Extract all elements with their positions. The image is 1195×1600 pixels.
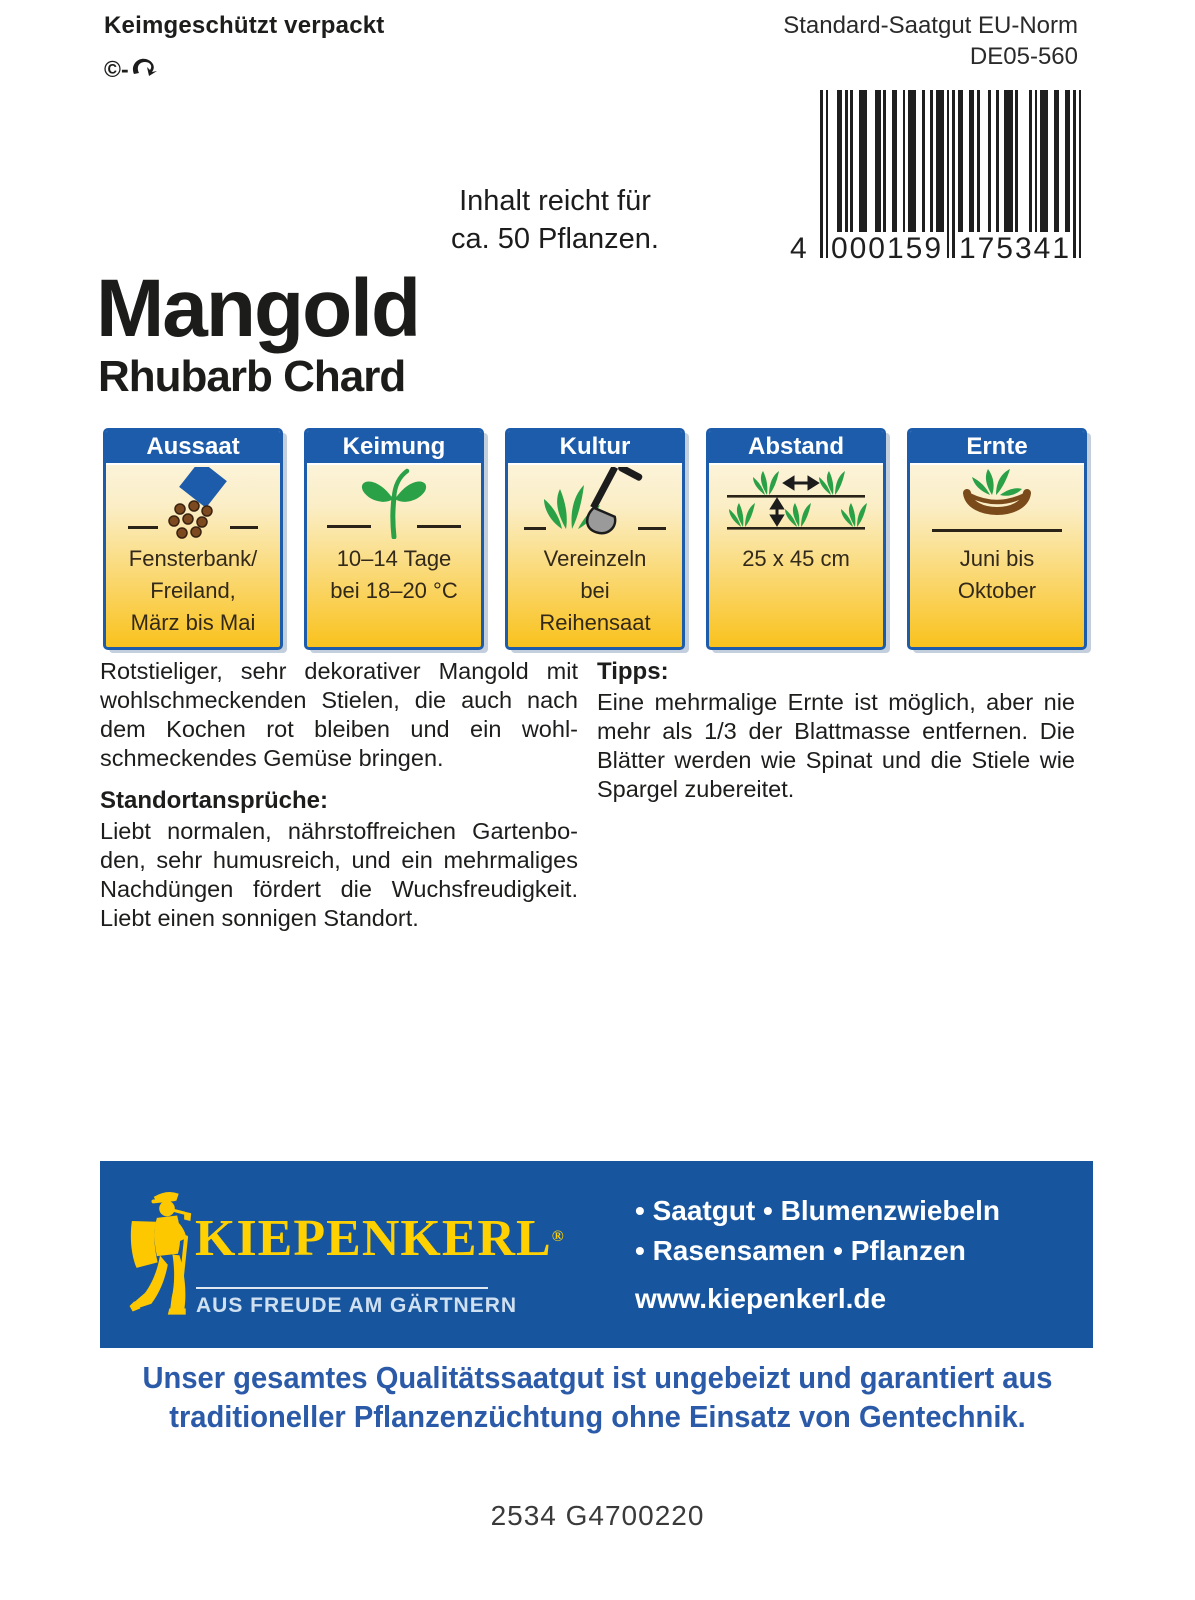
content-note [390, 182, 720, 258]
barcode-digits [790, 230, 1082, 266]
harvest-bowl-icon [910, 467, 1084, 539]
norm-line2: DE05-560 [969, 43, 1078, 70]
info-box-text-line: bei [580, 578, 610, 603]
info-box-ernte [907, 428, 1087, 650]
info-box-label: Keimung [307, 431, 481, 465]
barcode [790, 90, 1082, 266]
info-box-text-line: Reihensaat [539, 610, 651, 635]
description-paragraph: Rotstieliger, sehr dekorativer Mangold mit wohlschmeckenden Stielen, die auch nach dem Kochen rot bleiben und ein wohlschmeckendes Gemüse bringen. [100, 658, 578, 771]
info-box-text-line: Fensterbank/ [128, 546, 258, 571]
brand-url: www.kiepenkerl.de [635, 1283, 887, 1314]
description-column-left [100, 657, 578, 933]
info-box-text-line: 10–14 Tage [336, 546, 452, 571]
product-categories [635, 1191, 1000, 1271]
barcode-group2: 175341 [958, 232, 1072, 265]
info-box-text-line: Freiland, [150, 578, 236, 603]
content-note-line2: ca. 50 Pflanzen. [451, 223, 659, 255]
description-column-right [597, 657, 1075, 804]
info-box-text-line: Vereinzeln [543, 546, 647, 571]
seedling-icon [307, 467, 481, 539]
registered-mark: ® [551, 1228, 565, 1245]
info-box-text-line: Oktober [957, 578, 1037, 603]
norm-line1: Standard-Saatgut EU-Norm [783, 12, 1078, 39]
spacing-plants-icon [709, 467, 883, 539]
product-categories-line1: • Saatgut • Blumenzwiebeln [635, 1195, 1000, 1226]
info-box-text-line: 25 x 45 cm [742, 546, 850, 571]
barcode-group1: 000159 [830, 232, 944, 265]
info-box-row [103, 428, 1087, 650]
info-box-label: Ernte [910, 431, 1084, 465]
seed-sowing-icon [106, 467, 280, 539]
brand-tagline: AUS FREUDE AM GÄRTNERN [196, 1294, 518, 1317]
quality-slogan-line1: Unser gesamtes Qualitätssaatgut ist ungebeizt und garantiert aus [142, 1360, 1053, 1395]
info-box-kultur [505, 428, 685, 650]
info-box-abstand [706, 428, 886, 650]
info-box-text-line: Juni bis [959, 546, 1035, 571]
tips-heading: Tipps: [597, 658, 669, 685]
brand-divider [196, 1287, 488, 1289]
recycle-mark [104, 54, 385, 84]
site-requirements-heading: Standortansprüche: [100, 787, 329, 814]
brand-band [100, 1161, 1093, 1348]
tips-paragraph: Eine mehrmalige Ernte ist möglich, aber nie mehr als 1/3 der Blattmasse entfernen. Die Blätter werden wie Spinat und die Stiele wie Spargel zubereitet. [597, 689, 1075, 802]
info-box-keimung [304, 428, 484, 650]
info-box-label: Aussaat [106, 431, 280, 465]
content-note-line1: Inhalt reicht für [459, 185, 651, 217]
norm-block [783, 10, 1078, 72]
copyright-dash-text: ©- [104, 55, 129, 82]
top-left-block [104, 12, 385, 84]
info-box-text-line: bei 18–20 °C [330, 578, 458, 603]
quality-slogan [36, 1358, 1159, 1436]
plant-shovel-icon [508, 467, 682, 539]
info-box-label: Kultur [508, 431, 682, 465]
info-box-text-line: März bis Mai [130, 610, 256, 635]
brand-wordmark: KIEPENKERL® [195, 1210, 565, 1267]
info-box-aussaat [103, 428, 283, 650]
site-requirements-paragraph: Liebt normalen, nährstoffreichen Gartenboden, sehr humusreich, und ein mehrmaliges Nachdüngen fördert die Wuchsfreudigkeit. Liebt einen sonnigen Standort. [100, 818, 578, 931]
recycle-loop-icon [131, 54, 161, 84]
product-categories-line2: • Rasensamen • Pflanzen [635, 1235, 966, 1266]
protected-note: Keimgeschützt verpackt [104, 12, 385, 39]
barcode-lead-digit: 4 [790, 232, 807, 265]
quality-slogan-line2: traditioneller Pflanzenzüchtung ohne Einsatz von Gentechnik. [169, 1399, 1026, 1434]
batch-code: 2534 G4700220 [490, 1500, 705, 1531]
product-title: Mangold [96, 263, 420, 354]
product-subtitle: Rhubarb Chard [98, 352, 406, 401]
info-box-label: Abstand [709, 431, 883, 465]
